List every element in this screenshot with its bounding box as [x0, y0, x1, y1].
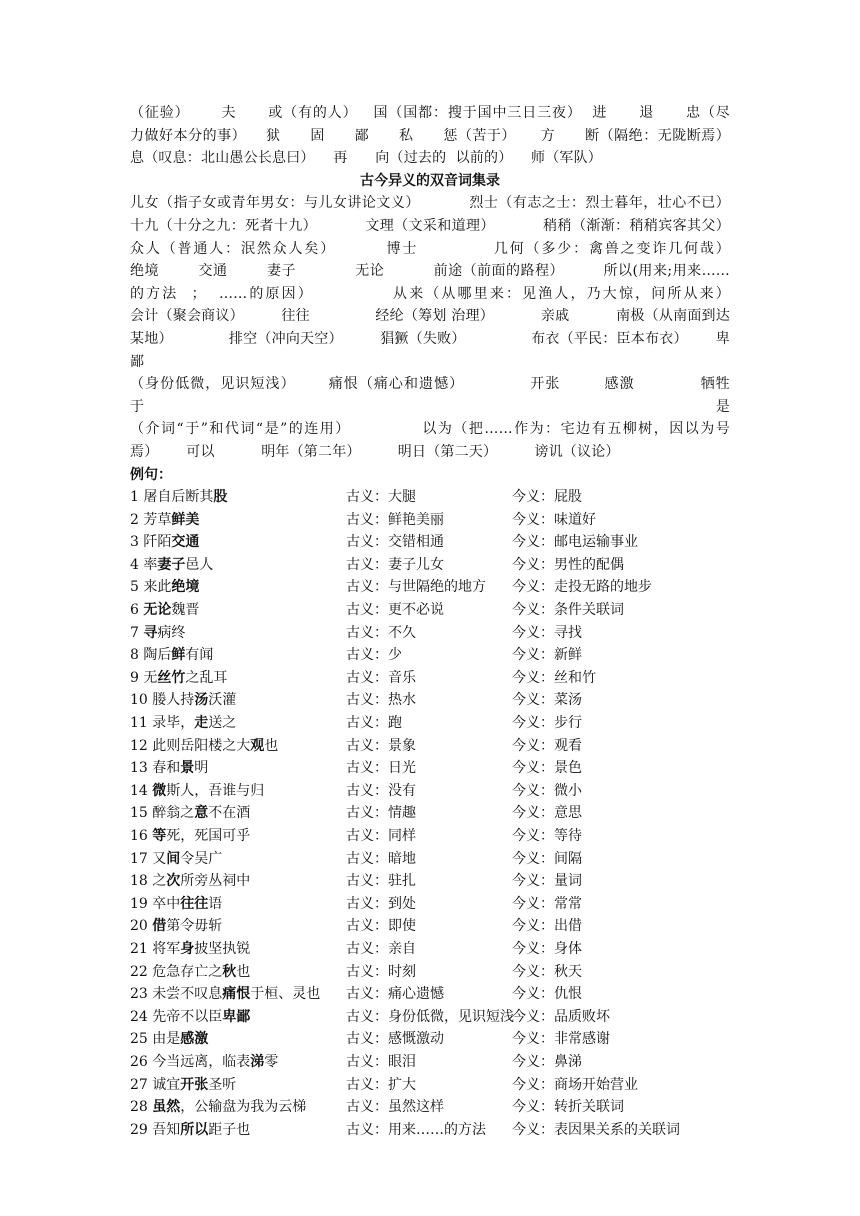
highlighted-word: 走 — [194, 715, 209, 732]
examples-list — [130, 486, 730, 1141]
modern-meaning: 今义：邮电运输事业 — [512, 534, 638, 551]
example-sentence — [130, 509, 346, 532]
ancient-meaning: 古义：同样 — [346, 828, 416, 844]
sentence-text: 19 卒中 — [130, 895, 181, 912]
modern-meaning: 今义：品质败坏 — [512, 1008, 610, 1025]
modern-meaning: 今义：条件关联词 — [512, 602, 624, 619]
highlighted-word: 秋 — [222, 963, 237, 980]
sentence-text: 27 诚宜 — [130, 1076, 181, 1093]
sentence-text: 语 — [208, 895, 223, 912]
collection-line: 众人（普通人：泯然众人矣） 博士 几何（多少：禽兽之变诈几何哉） — [130, 240, 730, 257]
sentence-text: 魏晋 — [171, 602, 200, 619]
ancient-meaning: 古义：少 — [346, 647, 402, 664]
ancient-meaning: 古义：大腿 — [346, 489, 416, 506]
collection-line: 的方法 ； ……的原因） 从来（从哪里来：见渔人，乃大惊，问所从来） — [130, 285, 730, 302]
example-sentence — [130, 870, 346, 893]
ancient-meaning: 古义：身份低微，见识短浅 — [346, 1008, 514, 1025]
section-title: 古今异义的双音词集录 — [360, 172, 500, 189]
highlighted-word: 虽然 — [152, 1099, 181, 1116]
word-collection — [130, 192, 777, 463]
example-row — [130, 757, 730, 780]
sentence-text: 病终 — [157, 624, 186, 641]
highlighted-word: 借 — [152, 918, 167, 935]
ancient-meaning: 古义：痛心遗憾 — [346, 986, 444, 1003]
sentence-text: 17 又 — [130, 850, 167, 867]
ancient-meaning: 古义：交错相通 — [346, 534, 444, 551]
highlighted-word: 无论 — [143, 602, 172, 619]
ancient-meaning: 古义：情趣 — [346, 805, 416, 822]
highlighted-word: 寻 — [143, 624, 158, 641]
highlighted-word: 妻子 — [157, 556, 186, 573]
highlighted-word: 身 — [180, 940, 195, 957]
highlighted-word: 次 — [166, 873, 181, 890]
sentence-text: 18 之 — [130, 873, 167, 890]
example-sentence — [130, 576, 346, 599]
modern-meaning: 今义：丝和竹 — [512, 669, 596, 686]
example-row — [130, 554, 730, 577]
sentence-text: 沃灌 — [208, 692, 237, 709]
sentence-text: 9 无 — [130, 669, 158, 686]
highlighted-word: 观 — [250, 737, 265, 754]
ancient-meaning: 古义：即使 — [346, 918, 416, 935]
ancient-meaning: 古义：鲜艳美丽 — [346, 511, 444, 528]
modern-meaning: 今义：量词 — [512, 873, 582, 890]
ancient-meaning: 古义：不久 — [346, 624, 416, 641]
ancient-meaning: 古义：日光 — [346, 760, 416, 777]
modern-meaning: 今义：菜汤 — [512, 692, 582, 709]
sentence-text: 也 — [236, 963, 251, 980]
sentence-text: 零 — [264, 1053, 279, 1070]
example-sentence — [130, 1074, 346, 1097]
example-sentence — [130, 1119, 346, 1142]
sentence-text: 20 — [130, 918, 153, 935]
modern-meaning: 今义：身体 — [512, 940, 582, 957]
example-sentence — [130, 599, 346, 622]
ancient-meaning: 古义：用来……的方法 — [346, 1121, 486, 1138]
modern-meaning: 今义：意思 — [512, 805, 582, 822]
sentence-text: 有闻 — [185, 647, 214, 664]
sentence-text: 23 未尝不叹息 — [130, 986, 223, 1003]
example-sentence — [130, 825, 346, 848]
highlighted-word: 卑鄙 — [222, 1008, 251, 1025]
sentence-text: 11 录毕， — [130, 715, 195, 732]
example-sentence — [130, 893, 346, 916]
sentence-text: 5 来此 — [130, 579, 172, 596]
sentence-text: 也 — [264, 737, 279, 754]
highlighted-word: 微 — [152, 782, 167, 799]
sentence-text: 第令毋斩 — [166, 918, 223, 935]
sentence-text: 4 率 — [130, 556, 158, 573]
collection-line: 焉） 可以 明年（第二年） 明日（第二天） 谤讥（议论） — [130, 443, 620, 460]
example-row — [130, 599, 730, 622]
example-sentence — [130, 622, 346, 645]
example-row — [130, 735, 730, 758]
highlighted-word: 绝境 — [171, 579, 200, 596]
intro-line: 力做好本分的事） 狱 固 鄙 私 惩（苦于） 方 断（隔绝：无陇断焉） — [130, 127, 730, 144]
modern-meaning: 今义：常常 — [512, 895, 582, 912]
highlighted-word: 间 — [166, 850, 181, 867]
example-row — [130, 802, 730, 825]
ancient-meaning: 古义：眼泪 — [346, 1053, 416, 1070]
example-row — [130, 1074, 730, 1097]
ancient-meaning: 古义：跑 — [346, 715, 402, 732]
highlighted-word: 意 — [194, 805, 209, 822]
sentence-text: 死，死国可乎 — [166, 828, 251, 844]
example-row — [130, 1119, 730, 1142]
sentence-text: 26 今当远离，临表 — [130, 1053, 251, 1070]
example-row — [130, 780, 730, 803]
ancient-meaning: 古义：扩大 — [346, 1076, 416, 1093]
example-row — [130, 1028, 730, 1051]
example-row — [130, 848, 730, 871]
highlighted-word: 往往 — [180, 895, 209, 912]
ancient-meaning: 古义：到处 — [346, 895, 416, 912]
modern-meaning: 今义：转折关联词 — [512, 1099, 624, 1116]
sentence-text: 1 屠自后断其 — [130, 489, 214, 506]
example-row — [130, 825, 730, 848]
sentence-text: 14 — [130, 782, 153, 799]
collection-line: 十九（十分之九：死者十九） 文理（文采和道理） 稍稍（渐渐：稍稍宾客其父） — [130, 217, 730, 234]
collection-line: （身份低微，见识短浅） 痛恨（痛心和遗憾） 开张 感激 牺牲 于是 — [130, 376, 777, 415]
highlighted-word: 涕 — [250, 1053, 265, 1070]
example-sentence — [130, 689, 346, 712]
sentence-text: 6 — [130, 602, 144, 619]
modern-meaning: 今义：味道好 — [512, 511, 596, 528]
sentence-text: 距子也 — [208, 1121, 251, 1138]
modern-meaning: 今义：仇恨 — [512, 986, 582, 1003]
intro-paragraph — [130, 102, 730, 170]
sentence-text: 8 陶后 — [130, 647, 172, 664]
example-sentence — [130, 1006, 346, 1029]
highlighted-word: 痛恨 — [222, 986, 251, 1003]
sentence-text: 24 先帝不以臣 — [130, 1008, 223, 1025]
ancient-meaning: 古义：时刻 — [346, 963, 416, 980]
modern-meaning: 今义：微小 — [512, 782, 582, 799]
sentence-text: 令吴广 — [180, 850, 223, 867]
example-sentence — [130, 961, 346, 984]
intro-line: （征验） 夫 或（有的人） 国（国都：搜于国中三日三夜） 进 退 忠（尽 — [130, 105, 730, 121]
example-row — [130, 667, 730, 690]
document-page — [130, 102, 777, 1141]
example-row — [130, 622, 730, 645]
example-sentence — [130, 802, 346, 825]
highlighted-word: 感激 — [180, 1031, 209, 1048]
modern-meaning: 今义：寻找 — [512, 624, 582, 641]
sentence-text: 披坚执锐 — [194, 940, 251, 957]
highlighted-word: 开张 — [180, 1076, 209, 1093]
example-row — [130, 870, 730, 893]
examples-heading: 例句： — [130, 466, 172, 483]
sentence-text: ，公输盘为我为云梯 — [180, 1099, 307, 1116]
modern-meaning: 今义：新鲜 — [512, 647, 582, 664]
sentence-text: 明 — [194, 760, 209, 777]
example-sentence — [130, 554, 346, 577]
example-row — [130, 576, 730, 599]
modern-meaning: 今义：屁股 — [512, 489, 582, 506]
sentence-text: 25 由是 — [130, 1031, 181, 1048]
example-row — [130, 1096, 730, 1119]
example-sentence — [130, 667, 346, 690]
example-sentence — [130, 1028, 346, 1051]
modern-meaning: 今义：商场开始营业 — [512, 1076, 638, 1093]
example-row — [130, 961, 730, 984]
sentence-text: 29 吾知 — [130, 1121, 181, 1138]
highlighted-word: 汤 — [194, 692, 209, 709]
highlighted-word: 鲜 — [171, 647, 186, 664]
sentence-text: 16 — [130, 828, 153, 844]
ancient-meaning: 古义：与世隔绝的地方 — [346, 579, 486, 596]
highlighted-word: 丝竹 — [157, 669, 186, 686]
highlighted-word: 交通 — [171, 534, 200, 551]
sentence-text: 12 此则岳阳楼之大 — [130, 737, 251, 754]
modern-meaning: 今义：非常感谢 — [512, 1031, 610, 1048]
sentence-text: 之乱耳 — [185, 669, 228, 686]
modern-meaning: 今义：景色 — [512, 760, 582, 777]
modern-meaning: 今义：步行 — [512, 715, 582, 732]
sentence-text: 不在酒 — [208, 805, 251, 822]
example-row — [130, 644, 730, 667]
modern-meaning: 今义：男性的配偶 — [512, 556, 624, 573]
ancient-meaning: 古义：热水 — [346, 692, 416, 709]
sentence-text: 圣听 — [208, 1076, 237, 1093]
example-row — [130, 983, 730, 1006]
collection-line: 会计（聚会商议） 往往 经纶（筹划 治理） 亲戚 南极（从南面到达 — [130, 308, 730, 325]
sentence-text: 10 媵人持 — [130, 692, 195, 709]
example-sentence — [130, 735, 346, 758]
sentence-text: 送之 — [208, 715, 237, 732]
example-row — [130, 938, 730, 961]
example-sentence — [130, 531, 346, 554]
example-sentence — [130, 1096, 346, 1119]
sentence-text: 3 阡陌 — [130, 534, 172, 551]
modern-meaning: 今义：表因果关系的关联词 — [512, 1121, 680, 1138]
example-sentence — [130, 757, 346, 780]
ancient-meaning: 古义：驻扎 — [346, 873, 416, 890]
collection-line: 儿女（指子女或青年男女：与儿女讲论文义） 烈士（有志之士：烈士暮年，壮心不已） — [130, 195, 730, 212]
highlighted-word: 股 — [213, 489, 228, 506]
intro-line: 息（叹息：北山愚公长息曰） 再 向（过去的 以前的） 师（军队） — [130, 150, 603, 167]
sentence-text: 邑人 — [185, 556, 214, 573]
example-row — [130, 531, 730, 554]
example-row — [130, 1051, 730, 1074]
example-row — [130, 915, 730, 938]
ancient-meaning: 古义：景象 — [346, 737, 416, 754]
collection-line: 某地） 排空（冲向天空） 猖獗（失败） 布衣（平民：臣本布衣） 卑鄙 — [130, 330, 730, 370]
example-sentence — [130, 644, 346, 667]
sentence-text: 所旁丛祠中 — [180, 873, 251, 890]
example-sentence — [130, 1051, 346, 1074]
example-row — [130, 486, 730, 509]
ancient-meaning: 古义：暗地 — [346, 850, 416, 867]
example-sentence — [130, 780, 346, 803]
modern-meaning: 今义：秋天 — [512, 963, 582, 980]
highlighted-word: 景 — [180, 760, 195, 777]
example-sentence — [130, 983, 346, 1006]
example-row — [130, 893, 730, 916]
example-row — [130, 689, 730, 712]
ancient-meaning: 古义：没有 — [346, 782, 416, 799]
highlighted-word: 鲜美 — [171, 511, 200, 528]
example-row — [130, 509, 730, 532]
modern-meaning: 今义：观看 — [512, 737, 582, 754]
sentence-text: 斯人，吾谁与归 — [166, 782, 265, 799]
example-row — [130, 712, 730, 735]
example-sentence — [130, 938, 346, 961]
ancient-meaning: 古义：亲自 — [346, 940, 416, 957]
highlighted-word: 所以 — [180, 1121, 209, 1138]
ancient-meaning: 古义：虽然这样 — [346, 1099, 444, 1116]
ancient-meaning: 古义：更不必说 — [346, 602, 444, 619]
example-row — [130, 1006, 730, 1029]
modern-meaning: 今义：鼻涕 — [512, 1053, 582, 1070]
sentence-text: 21 将军 — [130, 940, 181, 957]
example-sentence — [130, 915, 346, 938]
sentence-text: 15 醉翁之 — [130, 805, 195, 822]
ancient-meaning: 古义：音乐 — [346, 669, 416, 686]
collection-line: 绝境 交通 妻子 无论 前途（前面的路程） 所以(用来;用来…… — [130, 263, 730, 280]
sentence-text: 13 春和 — [130, 760, 181, 777]
example-sentence — [130, 848, 346, 871]
modern-meaning: 今义：出借 — [512, 918, 582, 935]
example-sentence — [130, 712, 346, 735]
collection-line: （介词“于”和代词“是”的连用） 以为（把……作为：宅边有五柳树，因以为号 — [130, 421, 730, 438]
ancient-meaning: 古义：感慨激动 — [346, 1031, 444, 1048]
modern-meaning: 今义：间隔 — [512, 850, 582, 867]
example-sentence — [130, 486, 346, 509]
sentence-text: 于桓、灵也 — [250, 986, 321, 1003]
sentence-text: 22 危急存亡之 — [130, 963, 223, 980]
highlighted-word: 等 — [152, 828, 167, 844]
sentence-text: 28 — [130, 1099, 153, 1116]
sentence-text: 2 芳草 — [130, 511, 172, 528]
ancient-meaning: 古义：妻子儿女 — [346, 556, 444, 573]
modern-meaning: 今义：等待 — [512, 828, 582, 844]
modern-meaning: 今义：走投无路的地步 — [512, 579, 652, 596]
sentence-text: 7 — [130, 624, 144, 641]
